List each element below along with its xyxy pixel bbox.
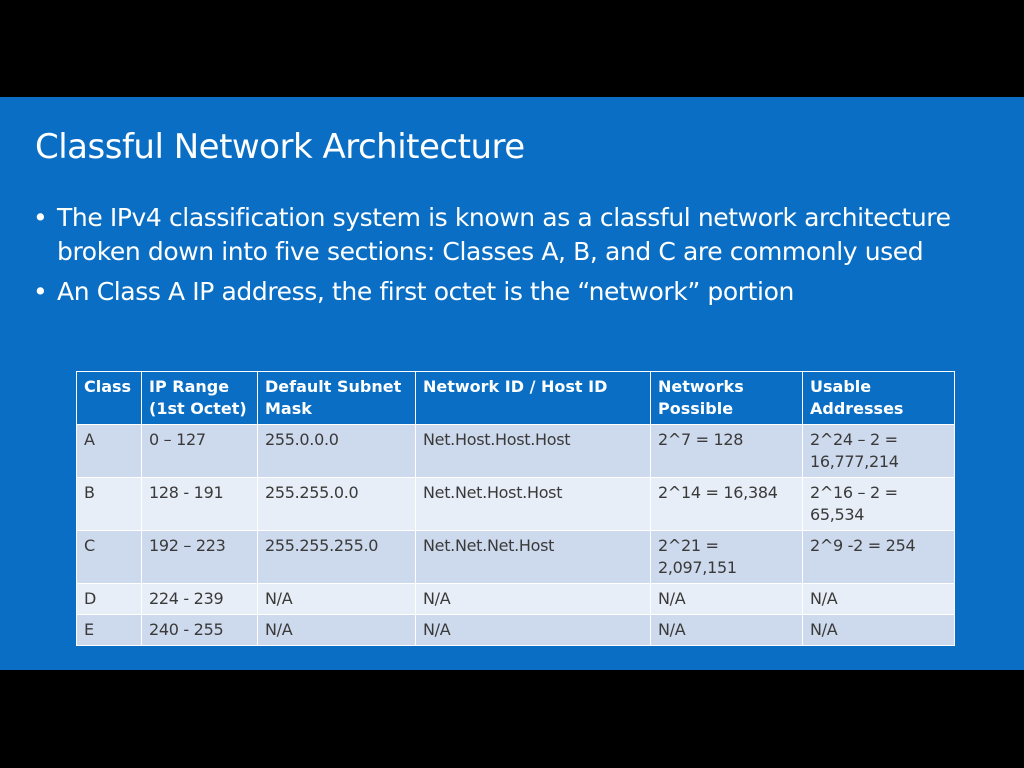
cell-class: D: [77, 584, 142, 615]
bullet-dot-icon: •: [33, 203, 48, 232]
cell-usable: 2^16 – 2 = 65,534: [803, 478, 955, 531]
header-networks-possible: Networks Possible: [651, 372, 803, 425]
cell-networks: 2^14 = 16,384: [651, 478, 803, 531]
table-row: [77, 531, 955, 584]
presentation-slide: [0, 97, 1024, 670]
cell-ip-range: 0 – 127: [142, 425, 258, 478]
cell-usable: N/A: [803, 615, 955, 646]
bullet-item: [30, 275, 990, 309]
header-class: Class: [77, 372, 142, 425]
bullet-item: [30, 201, 990, 269]
table-row: [77, 615, 955, 646]
cell-mask: 255.0.0.0: [258, 425, 416, 478]
cell-ip-range: 240 - 255: [142, 615, 258, 646]
cell-ip-range: 224 - 239: [142, 584, 258, 615]
cell-class: E: [77, 615, 142, 646]
ip-class-table: [76, 371, 955, 646]
cell-net-host: Net.Net.Net.Host: [416, 531, 651, 584]
bullet-list: [30, 201, 990, 315]
table-row: [77, 425, 955, 478]
table-row: [77, 584, 955, 615]
cell-mask: 255.255.0.0: [258, 478, 416, 531]
cell-net-host: Net.Net.Host.Host: [416, 478, 651, 531]
cell-networks: N/A: [651, 615, 803, 646]
table-header-row: [77, 372, 955, 425]
cell-networks: 2^7 = 128: [651, 425, 803, 478]
bullet-text: An Class A IP address, the first octet is the “network” portion: [57, 277, 794, 306]
cell-networks: 2^21 = 2,097,151: [651, 531, 803, 584]
cell-mask: 255.255.255.0: [258, 531, 416, 584]
bullet-text: The IPv4 classification system is known as a classful network architecture broken down into five sections: Classes A, B, and C are commonly used: [57, 203, 951, 266]
cell-net-host: N/A: [416, 615, 651, 646]
cell-ip-range: 128 - 191: [142, 478, 258, 531]
cell-usable: N/A: [803, 584, 955, 615]
cell-ip-range: 192 – 223: [142, 531, 258, 584]
header-usable-addresses: Usable Addresses: [803, 372, 955, 425]
cell-mask: N/A: [258, 584, 416, 615]
cell-class: B: [77, 478, 142, 531]
cell-networks: N/A: [651, 584, 803, 615]
cell-usable: 2^9 -2 = 254: [803, 531, 955, 584]
slide-title: Classful Network Architecture: [35, 127, 525, 167]
header-default-subnet-mask: Default Subnet Mask: [258, 372, 416, 425]
bullet-dot-icon: •: [33, 277, 48, 306]
header-network-host-id: Network ID / Host ID: [416, 372, 651, 425]
cell-class: A: [77, 425, 142, 478]
cell-mask: N/A: [258, 615, 416, 646]
header-ip-range: IP Range (1st Octet): [142, 372, 258, 425]
cell-usable: 2^24 – 2 = 16,777,214: [803, 425, 955, 478]
cell-class: C: [77, 531, 142, 584]
cell-net-host: N/A: [416, 584, 651, 615]
cell-net-host: Net.Host.Host.Host: [416, 425, 651, 478]
table-row: [77, 478, 955, 531]
